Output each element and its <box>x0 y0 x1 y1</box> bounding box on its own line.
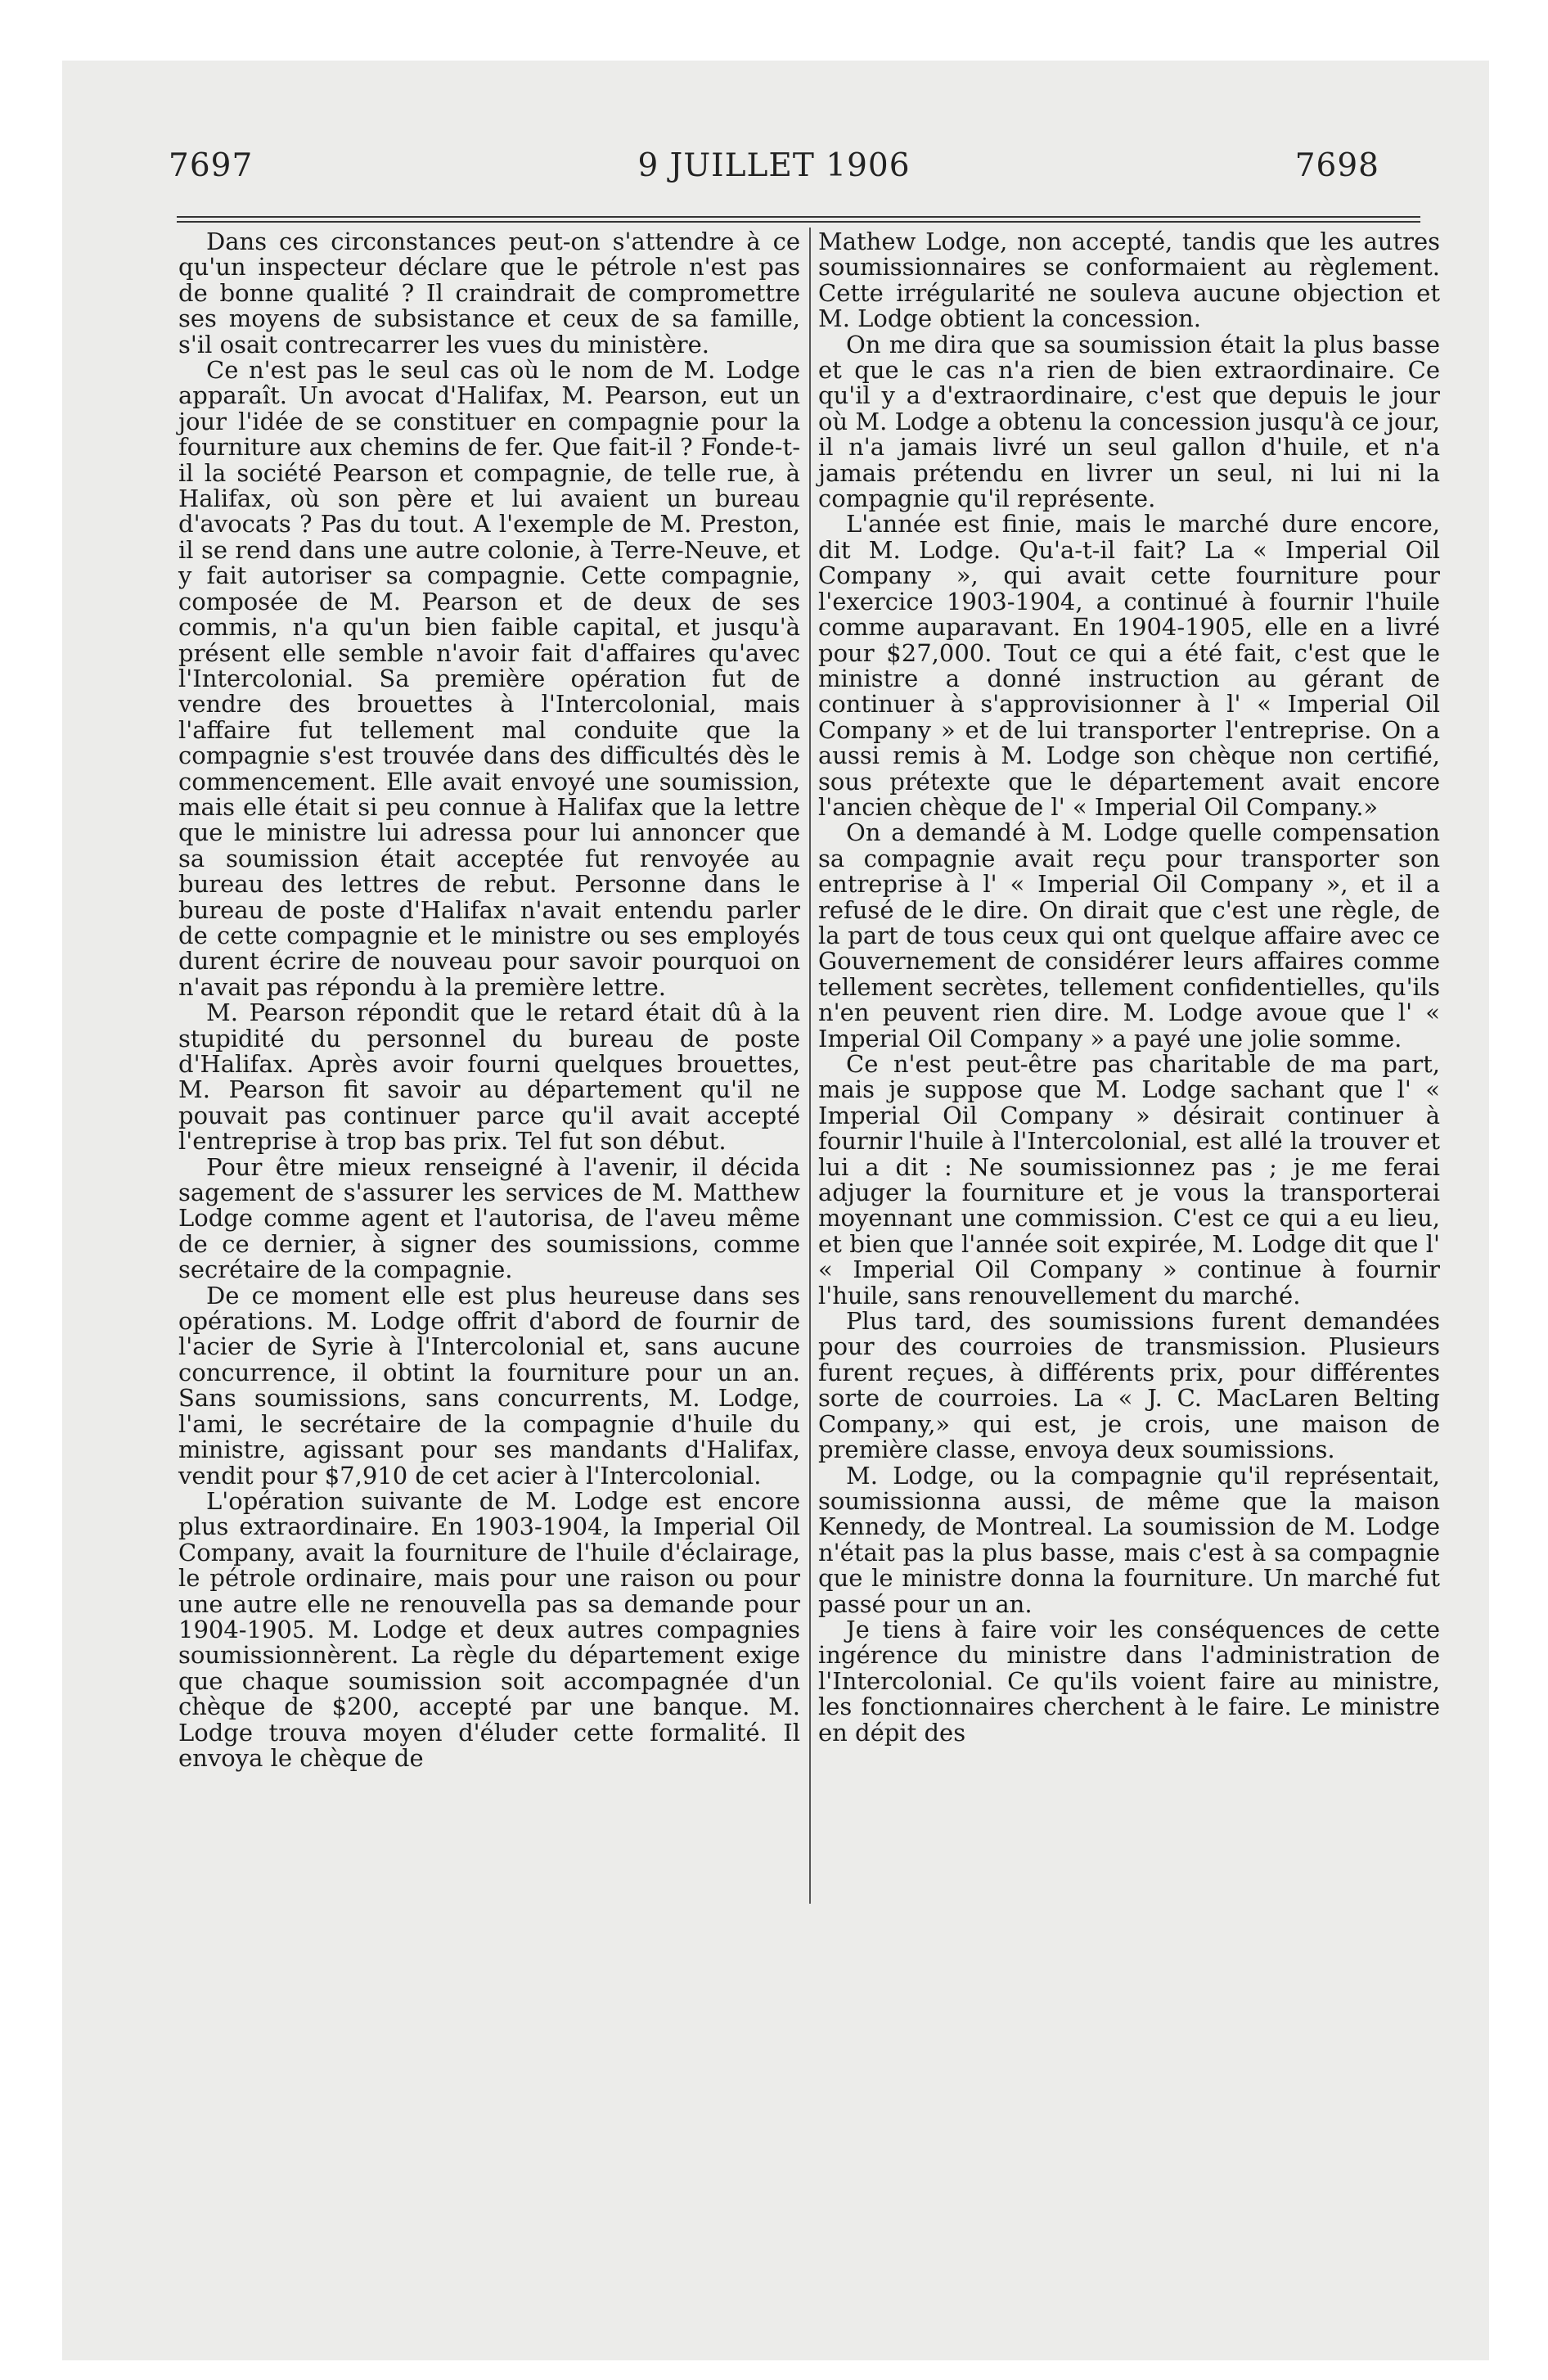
paragraph: Ce n'est peut-être pas charitable de ma part, mais je suppose que M. Lodge sachant que l' « Imperial Oil Company » désirait continuer à fournir l'huile à l'Intercolonial, est allé la trouver et lui a dit : Ne soumissionnez pas ; je me ferai adjuger la fourniture et je vous la transporterai moyennant une commission. C'est ce qui a eu lieu, et bien que l'année soit expirée, M. Lodge dit que l' « Imperial Oil Company » continue à fournir l'huile, sans renouvellement du marché. <box>818 1050 1440 1309</box>
page-number-right: 7698 <box>1294 147 1379 184</box>
paragraph: Dans ces circonstances peut-on s'attendre à ce qu'un inspecteur déclare que le pétrole n'est pas de bonne qualité ? Il craindrait de compromettre ses moyens de subsistance et ceux de sa famille, s'il osait contrecarrer les vues du ministère. <box>178 228 800 358</box>
page-number-left: 7697 <box>169 147 254 184</box>
left-column <box>178 229 800 1771</box>
page-header <box>169 147 1379 196</box>
paragraph: M. Pearson répondit que le retard était dû à la stupidité du personnel du bureau de poste d'Halifax. Après avoir fourni quelques brouettes, M. Pearson fit savoir au département qu'il ne pouvait pas continuer parce qu'il avait accepté l'entreprise à trop bas prix. Tel fut son début. <box>178 998 800 1156</box>
paragraph: Je tiens à faire voir les conséquences de cette ingérence du ministre dans l'administration de l'Intercolonial. Ce qu'ils voient faire au ministre, les fonctionnaires cherchent à le faire. Le ministre en dépit des <box>818 1615 1440 1747</box>
page-date: 9 JUILLET 1906 <box>637 147 911 184</box>
paragraph: De ce moment elle est plus heureuse dans ses opérations. M. Lodge offrit d'abord de fournir de l'acier de Syrie à l'Intercolonial et, sans aucune concurrence, il obtint la fourniture pour un an. Sans soumissions, sans concurrents, M. Lodge, l'ami, le secrétaire de la compagnie d'huile du ministre, agissant pour ses mandants d'Halifax, vendit pour $7,910 de cet acier à l'Intercolonial. <box>178 1281 800 1490</box>
paragraph: Mathew Lodge, non accepté, tandis que les autres soumissionnaires se conformaient au règlement. Cette irrégularité ne souleva aucune objection et M. Lodge obtient la concession. <box>818 228 1440 333</box>
column-divider <box>809 228 811 1904</box>
paragraph: Ce n'est pas le seul cas où le nom de M. Lodge apparaît. Un avocat d'Halifax, M. Pearson, eut un jour l'idée de se constituer en compagnie pour la fourniture aux chemins de fer. Que fait-il ? Fonde-t-il la société Pearson et compagnie, de telle rue, à Halifax, où son père et lui avaient un bureau d'avocats ? Pas du tout. A l'exemple de M. Preston, il se rend dans une autre colonie, à Terre-Neuve, et y fait autoriser sa compagnie. Cette compagnie, composée de M. Pearson et de deux de ses commis, n'a qu'un bien faible capital, et jusqu'à présent elle semble n'avoir fait d'affaires qu'avec l'Intercolonial. Sa première opération fut de vendre des brouettes à l'Intercolonial, mais l'affaire fut tellement mal conduite que la compagnie s'est trouvée dans des difficultés dès le commencement. Elle avait envoyé une soumission, mais elle était si peu connue à Halifax que la lettre que le ministre lui adressa pour lui annoncer que sa soumission était acceptée fut renvoyée au bureau des lettres de rebut. Personne dans le bureau de poste d'Halifax n'avait entendu parler de cette compagnie et le ministre ou ses employés durent écrire de nouveau pour savoir pourquoi on n'avait pas répondu à la première lettre. <box>178 356 800 1001</box>
paragraph: L'opération suivante de M. Lodge est encore plus extraordinaire. En 1903-1904, la Imperial Oil Company, avait la fourniture de l'huile d'éclairage, le pétrole ordinaire, mais pour une raison ou pour une autre elle ne renouvella pas sa demande pour 1904-1905. M. Lodge et deux autres compagnies soumissionnèrent. La règle du département exige que chaque soumission soit accompagnée d'un chèque de $200, accepté par une banque. M. Lodge trouva moyen d'éluder cette formalité. Il envoya le chèque de <box>178 1486 800 1772</box>
paragraph: M. Lodge, ou la compagnie qu'il représentait, soumissionna aussi, de même que la maison Kennedy, de Montreal. La soumission de M. Lodge n'était pas la plus basse, mais c'est à sa compagnie que le ministre donna la fourniture. Un marché fut passé pour un an. <box>818 1461 1440 1618</box>
right-column <box>818 229 1440 1746</box>
paragraph: On me dira que sa soumission était la plus basse et que le cas n'a rien de bien extraordinaire. Ce qu'il y a d'extraordinaire, c'est que depuis le jour où M. Lodge a obtenu la concession jusqu'à ce jour, il n'a jamais livré un seul gallon d'huile, et n'a jamais prétendu en livrer un seul, ni lui ni la compagnie qu'il représente. <box>818 330 1440 513</box>
paragraph: L'année est finie, mais le marché dure encore, dit M. Lodge. Qu'a-t-il fait? La « Imperial Oil Company », qui avait cette fourniture pour l'exercice 1903-1904, a continué à fournir l'huile comme auparavant. En 1904-1905, elle en a livré pour $27,000. Tout ce qui a été fait, c'est que le ministre a donné instruction au gérant de continuer à s'approvisionner à l' « Imperial Oil Company » et de lui transporter l'entreprise. On a aussi remis à M. Lodge son chèque non certifié, sous prétexte que le département avait encore l'ancien chèque de l' « Imperial Oil Company.» <box>818 510 1440 821</box>
paragraph: On a demandé à M. Lodge quelle compensation sa compagnie avait reçu pour transporter son entreprise à l' « Imperial Oil Company », et il a refusé de le dire. On dirait que c'est une règle, de la part de tous ceux qui ont quelque affaire avec ce Gouvernement de considérer leurs affaires comme tellement secrètes, tellement confidentielles, qu'ils n'en peuvent rien dire. M. Lodge avoue que l' « Imperial Oil Company » a payé une jolie somme. <box>818 818 1440 1053</box>
paragraph: Plus tard, des soumissions furent demandées pour des courroies de transmission. Plusieurs furent reçues, à différents prix, pour différentes sorte de courroies. La « J. C. MacLaren Belting Company,» qui est, je crois, une maison de première classe, envoya deux soumissions. <box>818 1307 1440 1464</box>
header-rule <box>177 216 1420 223</box>
paragraph: Pour être mieux renseigné à l'avenir, il décida sagement de s'assurer les services de M. Matthew Lodge comme agent et l'autorisa, de l'aveu même de ce dernier, à signer des soumissions, comme secrétaire de la compagnie. <box>178 1152 800 1284</box>
